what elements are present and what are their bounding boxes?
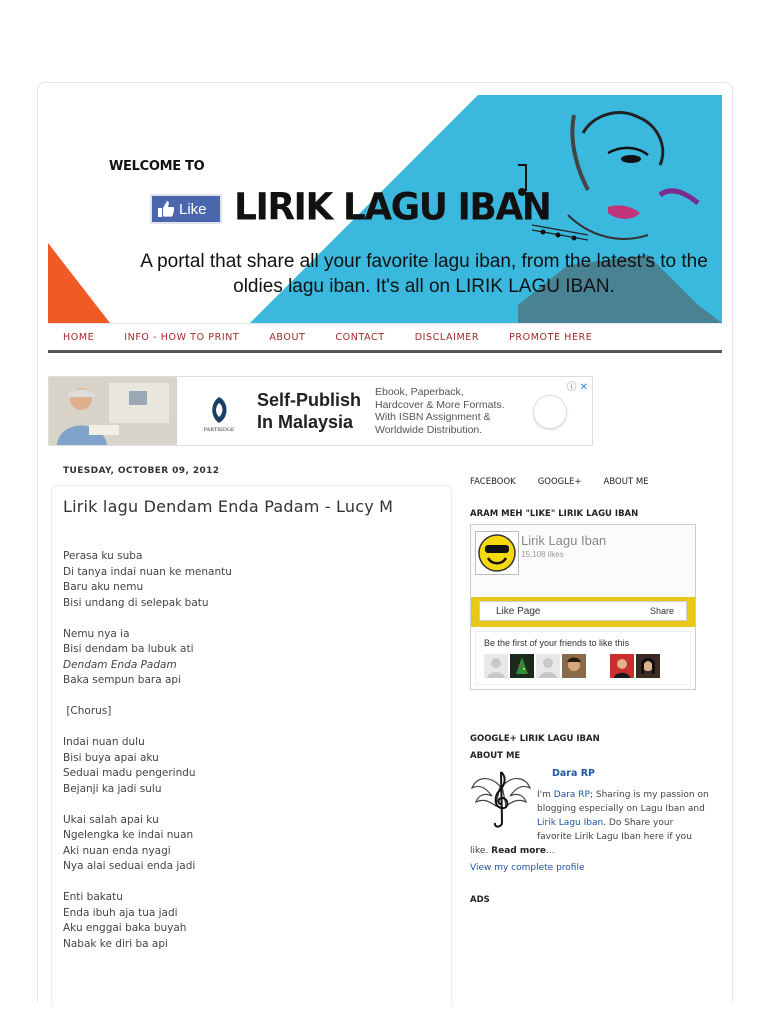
lyric-line: Nemu nya ia [63, 627, 130, 640]
lyric-gap [63, 611, 232, 627]
post-date: TUESDAY, OCTOBER 09, 2012 [63, 466, 220, 476]
friend-avatar[interactable] [636, 654, 660, 678]
lyric-line: Bisi buya apai aku [63, 751, 159, 764]
about-me-text [470, 788, 710, 858]
fb-page-avatar[interactable] [475, 531, 519, 575]
author-link[interactable]: Dara RP [553, 790, 590, 800]
lyric-chorus-marker: [Chorus] [63, 705, 112, 717]
ad-open-button[interactable] [533, 395, 567, 429]
welcome-text: WELCOME TO [109, 159, 205, 174]
lyric-line: Enti bakatu [63, 891, 123, 903]
ad-headline-line-1: Self-Publish [257, 390, 362, 410]
post-lyrics [63, 549, 232, 952]
lyric-line: Bisi undang di selepak batu [63, 596, 209, 609]
tagline-line-2: oldies lagu iban. It's all on LIRIK LAGU IBAN. [233, 276, 615, 297]
advertisement-banner[interactable] [48, 376, 593, 446]
site-title: LIRIK LAGU IBAN [234, 185, 551, 230]
lyric-line: Perasa ku suba [63, 550, 143, 562]
about-text-fragment: like. [470, 846, 492, 856]
fb-friends-panel [475, 631, 691, 685]
lyric-line: Bejanji ka jadi sulu [63, 782, 162, 795]
ad-headline-line-2: In Malaysia [257, 412, 354, 432]
nav-home[interactable]: HOME [63, 331, 95, 343]
fb-like-page-button[interactable] [479, 601, 687, 621]
fb-page-name[interactable]: Lirik Lagu Iban [521, 533, 607, 548]
lyric-line: Indai nuan dulu [63, 736, 145, 748]
about-text-fragment: . Do Share your [603, 818, 674, 828]
lyric-gap [63, 875, 232, 891]
tagline-line-1: A portal that share all your favorite lagu iban, from the latest's to the [140, 251, 708, 272]
nav-contact[interactable]: CONTACT [335, 331, 385, 343]
facebook-widget-heading: ARAM MEH "LIKE" LIRIK LAGU IBAN [470, 509, 639, 519]
about-author-name[interactable]: Dara RP [552, 768, 595, 779]
lyric-line: Aki nuan enda nyagi [63, 844, 171, 857]
lyric-line: Nabak ke diri ba api [63, 937, 168, 950]
lyric-gap [63, 689, 232, 705]
post-title[interactable]: Lirik lagu Dendam Enda Padam - Lucy M [63, 497, 394, 516]
about-text-fragment: ; Sharing is my passion on [589, 790, 709, 800]
lyric-line: Dendam Enda Padam [63, 658, 177, 671]
fb-share-button[interactable]: Share [649, 606, 674, 616]
about-line [470, 816, 710, 830]
nav-promote-here[interactable]: PROMOTE HERE [509, 331, 593, 343]
nav-about[interactable]: ABOUT [269, 331, 306, 343]
tab-about-me[interactable]: ABOUT ME [603, 477, 649, 487]
ad-desc-line-3: With ISBN Assignment & [375, 411, 491, 423]
lyric-line: Di tanya indai nuan ke menantu [63, 565, 232, 578]
facebook-like-button[interactable] [150, 194, 222, 224]
main-navigation [48, 323, 722, 353]
about-line [470, 788, 710, 802]
lyric-line: Bisi dendam ba lubuk ati [63, 643, 194, 655]
adchoices-icon[interactable]: ⓘ ✕ [566, 382, 588, 393]
lyric-line: Ngelengka ke indai nuan [63, 829, 194, 841]
friend-avatar[interactable] [610, 654, 634, 678]
google-plus-heading: GOOGLE+ LIRIK LAGU IBAN [470, 734, 600, 744]
lyric-line: Baka sempun bara api [63, 674, 181, 686]
ad-desc-line-4: Worldwide Distribution. [375, 423, 483, 436]
ad-desc-line-1: Ebook, Paperback, [375, 386, 464, 398]
lyric-line: Nya alai seduai enda jadi [63, 860, 196, 872]
nav-disclaimer[interactable]: DISCLAIMER [414, 331, 480, 343]
read-more-link[interactable]: Read more [491, 846, 546, 856]
ads-heading: ADS [470, 895, 490, 905]
partridge-logo-icon [204, 393, 234, 433]
about-text-fragment: ... [545, 846, 555, 856]
ad-photo [49, 377, 177, 445]
about-line: blogging especially on Lagu Iban and [537, 804, 705, 814]
lyric-line: Enda ibuh aja tua jadi [63, 906, 178, 919]
about-line: favorite Lirik Lagu Iban here if you [537, 832, 692, 842]
fb-friends-text: Be the first of your friends to like this [484, 638, 630, 648]
about-text-fragment: I'm [537, 790, 554, 800]
tab-facebook[interactable]: FACEBOOK [470, 477, 516, 487]
facebook-page-widget [470, 524, 696, 690]
friend-avatar[interactable] [536, 654, 560, 678]
lyric-line: Ukai salah apai ku [63, 813, 159, 826]
tagline [124, 249, 722, 299]
about-me-heading: ABOUT ME [470, 751, 521, 761]
thumbs-up-icon [156, 199, 176, 219]
fb-like-page-label[interactable]: Like Page [496, 605, 541, 617]
friend-avatar[interactable] [562, 654, 586, 678]
fb-like-count: 15,108 likes [521, 550, 564, 559]
lyric-line: Aku enggai baka buyah [63, 922, 187, 934]
friend-avatar[interactable] [510, 654, 534, 678]
svg-text:PARTRIDGE: PARTRIDGE [204, 427, 234, 433]
tab-google-plus[interactable]: GOOGLE+ [537, 477, 582, 487]
ad-desc-line-2: Hardcover & More Formats. [375, 398, 505, 411]
ad-headline [257, 389, 361, 433]
ad-description [375, 386, 515, 436]
lyric-gap [63, 797, 232, 813]
friend-avatar[interactable] [484, 654, 508, 678]
like-label: Like [179, 200, 207, 218]
lyric-line: Seduai madu pengerindu [63, 767, 196, 779]
header-banner[interactable] [48, 95, 722, 323]
nav-info-how-to-print[interactable]: INFO - HOW TO PRINT [124, 331, 240, 343]
lyric-line: Baru aku nemu [63, 581, 144, 593]
about-line [470, 844, 710, 858]
sidebar-tabs [470, 477, 671, 487]
view-profile-link[interactable]: View my complete profile [470, 863, 585, 873]
lyric-gap [63, 720, 232, 736]
lirik-lagu-iban-link[interactable]: Lirik Lagu Iban [537, 818, 604, 828]
